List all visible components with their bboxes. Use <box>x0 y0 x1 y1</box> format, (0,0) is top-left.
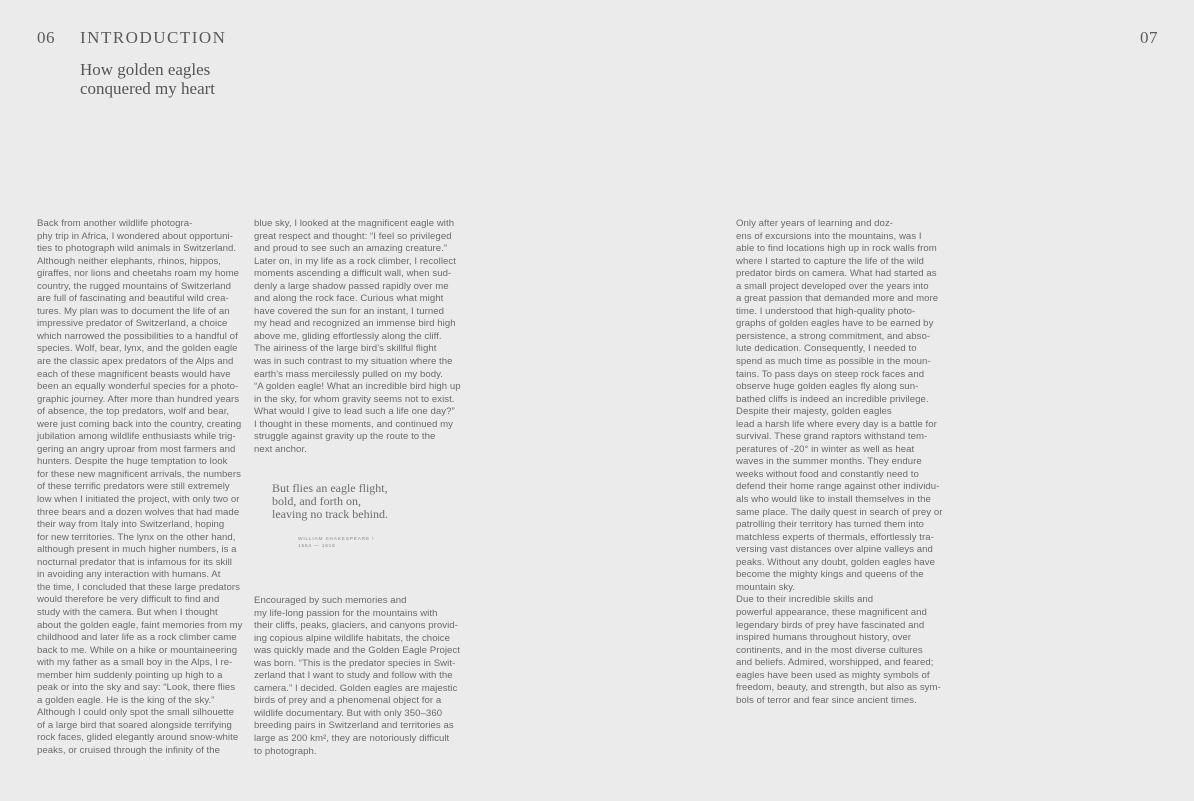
body-text: Back from another wildlife photogra- phy trip in Africa, I wondered about opportuni- ties to photograph wild animals in Switzerland. Although neither elephants, rhinos, hippos, giraffes, nor lions and cheetahs roam my home country, the rugged mountains of Switzerland are full of fascinating and beautiful wild crea- tures. My plan was to document the life of an impressive predator of Switzerland, a choice which narrowed the possibilities to a handful of species. Wolf, bear, lynx, and the golden eagle are the classic apex predators of the Alps and each of these magnificent beasts would have been an equally wonderful species for a photo- graphic journey. After more than hundred years of absence, the top predators, wolf and bear, were just coming back into the country, creating jubilation among wildlife enthusiasts while trig- gering an angry uproar from most farmers and hunters. Despite the huge temptation to look for these new magnificent arrivals, the numbers of these terrific predators were still extremely low when I initiated the project, with only two or three bears and a dozen wolves that had made their way from Italy into Switzerland, hoping for new territories. The lynx on the other hand, although present in much higher numbers, is a nocturnal predator that is infamous for its skill in avoiding any interaction with humans. At the time, I concluded that these large predators would therefore be very difficult to find and study with the camera. But when I thought about the golden eagle, faint memories from my childhood and later life as a rock climber came back to me. While on a hike or mountaineering with my father as a small boy in the Alps, I re- member him suddenly pointing up high to a peak or into the sky and say: “Look, there flies a golden eagle. He is the king of the sky.” Although I could only spot the small silhouette of a large bird that soared alongside terrifying rock faces, glided elegantly around snow-white peaks, or cruised through the infinity of the <box>37 218 243 756</box>
body-text: Encouraged by such memories and my life-long passion for the mountains with their cliffs, peaks, glaciers, and canyons provid- ing copious alpine wildlife habitats, the choice was quickly made and the Golden Eagle Project was born. “This is the predator species in Swit- zerland that I want to study and follow with the camera.” I decided. Golden eagles are majestic birds of prey and a phenomenal object for a wildlife documentary. But with only 350–360 breeding pairs in Switzerland and territories as large as 200 km², they are notoriously difficult to photograph. <box>254 595 460 757</box>
page-number-right: 07 <box>1140 28 1158 47</box>
quote-attribution <box>298 536 458 550</box>
page-number-left: 06 <box>37 28 55 47</box>
attribution-text: WILLIAM SHAKESPEARE \ 1564 — 1616 <box>298 537 375 549</box>
section-title: INTRODUCTION <box>80 28 227 47</box>
body-column-1 <box>37 218 247 758</box>
body-text: blue sky, I looked at the magnificent eagle with great respect and thought: “I feel so privileged and proud to see such an amazing creature.” Later on, in my life as a rock climber, I recollect moments ascending a difficult wall, when sud- denly a large shadow passed rapidly over me and along the rock face. Curious what might have covered the sun for an instant, I turned my head and recognized an immense bird high above me, gliding effortlessly along the cliff. The airiness of the large bird’s skillful flight was in such contrast to my situation where the earth’s mass mercilessly pulled on my body. “A golden eagle! What an incredible bird high up in the sky, for whom gravity seems not to exist. What would I give to lead such a life one day?” I thought in these moments, and continued my struggle against gravity up the route to the next anchor. <box>254 218 461 455</box>
body-column-2-top <box>254 218 469 456</box>
body-text: Only after years of learning and doz- ens of excursions into the mountains, was I able to find locations high up in rock walls from where I started to capture the life of the wild predator birds on camera. What had started as a small project developed over the years into a great passion that demanded more and more time. I understood that high-quality photo- graphs of golden eagles have to be earned by persistence, a strong commitment, and abso- lute dedication. Consequently, I needed to spend as much time as possible in the moun- tains. To pass days on steep rock faces and observe huge golden eagles fly along sun- bathed cliffs is indeed an incredible privilege. Despite their majesty, golden eagles lead a harsh life where every day is a battle for survival. These grand raptors withstand tem- peratures of -20° in winter as well as heat waves in the summer months. They endure weeks without food and constantly need to defend their home range against other individu- als who would like to install themselves in the same place. The daily quest in search of prey or patrolling their territory has turned them into matchless experts of thermals, effortlessly tra- versing vast distances over alpine valleys and peaks. Without any doubt, golden eagles have become the mighty kings and queens of the mountain sky. Due to their incredible skills and powerful appearance, these magnificent and legendary birds of prey have fascinated and inspired humans throughout history, over continents, and in the most diverse cultures and beliefs. Admired, worshipped, and feared; eagles have been used as mighty symbols of freedom, beauty, and strength, but also as sym- bols of terror and fear since ancient times. <box>736 218 943 706</box>
epigraph-quote <box>272 482 472 521</box>
body-column-2-bottom <box>254 595 469 758</box>
quote-text: But flies an eagle flight, bold, and forth on, leaving no track behind. <box>272 481 388 521</box>
body-column-3 <box>736 218 948 707</box>
chapter-headline: How golden eagles conquered my heart <box>80 60 215 98</box>
